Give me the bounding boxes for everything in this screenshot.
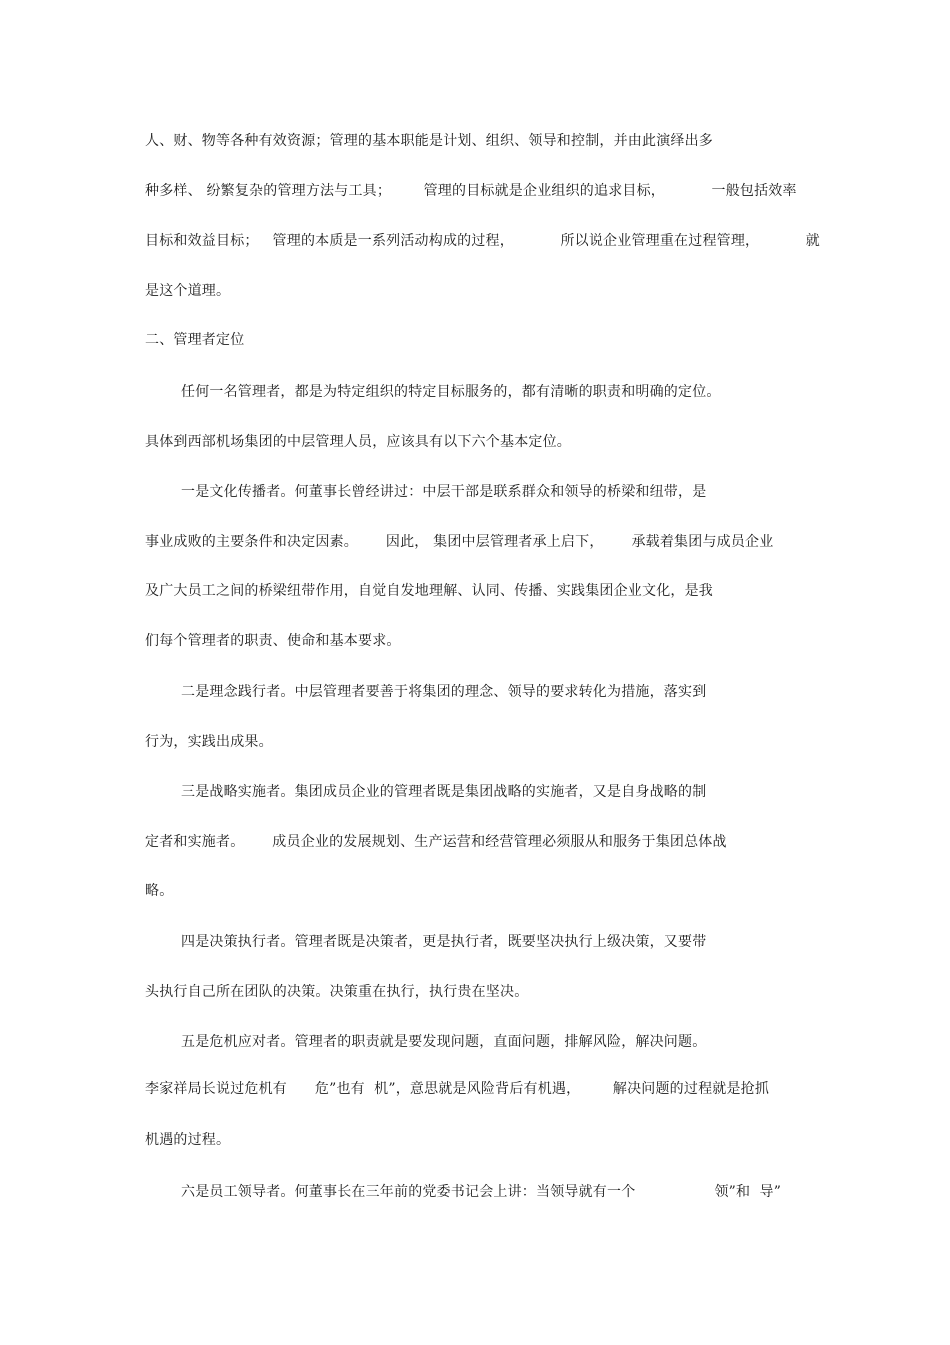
paragraph-line: 四是决策执行者。管理者既是决策者，更是执行者，既要坚决执行上级决策，又要带 xyxy=(181,934,707,950)
paragraph-line: 行为，实践出成果。 xyxy=(145,734,273,750)
paragraph-line: 头执行自己所在团队的决策。决策重在执行，执行贵在坚决。 xyxy=(145,984,529,1000)
paragraph-line: 三是战略实施者。集团成员企业的管理者既是集团战略的实施者，又是自身战略的制 xyxy=(181,784,707,800)
paragraph-line: 二是理念践行者。中层管理者要善于将集团的理念、领导的要求转化为措施，落实到 xyxy=(181,684,707,700)
paragraph-line: 五是危机应对者。管理者的职责就是要发现问题，直面问题，排解风险，解决问题。 xyxy=(181,1034,707,1050)
paragraph-line: 及广大员工之间的桥梁纽带作用，自觉自发地理解、认同、传播、实践集团企业文化，是我 xyxy=(145,583,713,599)
paragraph-line: 一是文化传播者。何董事长曾经讲过：中层干部是联系群众和领导的桥梁和纽带，是 xyxy=(181,484,707,500)
paragraph-line: 具体到西部机场集团的中层管理人员，应该具有以下六个基本定位。 xyxy=(145,434,571,450)
paragraph-line: 目标和效益目标； 管理的本质是一系列活动构成的过程， 所以说企业管理重在过程管理， 就 xyxy=(145,233,820,249)
paragraph-line: 略。 xyxy=(145,883,174,899)
paragraph-line: 定者和实施者。 成员企业的发展规划、生产运营和经营管理必须服从和服务于集团总体战 xyxy=(145,834,727,850)
paragraph-line: 种多样、 纷繁复杂的管理方法与工具； 管理的目标就是企业组织的追求目标， 一般包括效率 xyxy=(145,183,797,199)
paragraph-line: 李家祥局长说过危机有 危”也有 机”，意思就是风险背后有机遇， 解决问题的过程就是抢抓 xyxy=(145,1081,770,1097)
paragraph-line: 任何一名管理者，都是为特定组织的特定目标服务的，都有清晰的职责和明确的定位。 xyxy=(181,384,721,400)
paragraph-line: 机遇的过程。 xyxy=(145,1132,231,1148)
paragraph-line: 事业成败的主要条件和决定因素。 因此， 集团中层管理者承上启下， 承载着集团与成员企业 xyxy=(145,534,774,550)
section-heading: 二、管理者定位 xyxy=(145,332,245,348)
paragraph-line: 是这个道理。 xyxy=(145,283,231,299)
paragraph-line: 人、财、物等各种有效资源；管理的基本职能是计划、组织、领导和控制，并由此演绎出多 xyxy=(145,133,713,149)
paragraph-line: 六是员工领导者。何董事长在三年前的党委书记会上讲：当领导就有一个 领”和 导” xyxy=(181,1184,782,1200)
paragraph-line: 们每个管理者的职责、使命和基本要求。 xyxy=(145,633,401,649)
